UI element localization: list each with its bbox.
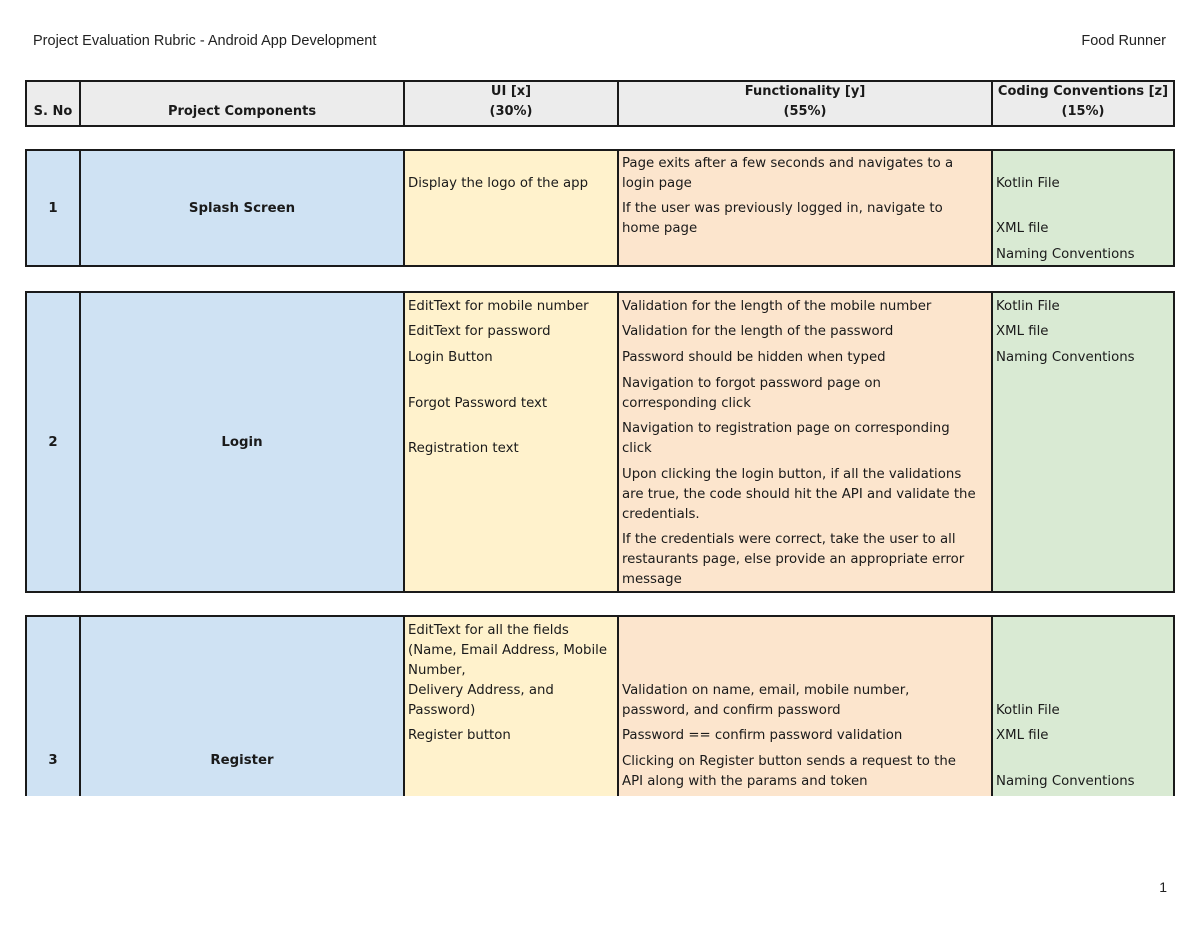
project-name: Food Runner: [1081, 33, 1166, 49]
document-title: Project Evaluation Rubric - Android App Development: [33, 33, 377, 49]
row-sno: 1: [27, 151, 79, 265]
row-functionality-criteria: Validation for the length of the mobile number Validation for the length of the password Password should be hidden when typed Navigation to forgot password page on corresponding click Navigation to registration page on corresponding click Upon clicking the login button, if all the validations are true, the code should hit the API and validate the credentials. If the credentials were correct, take the user to all restaurants page, else provide an appropriate error message: [619, 293, 991, 591]
table-header-row: [25, 80, 1175, 127]
header-coding-conventions: Coding Conventions [z] (15%): [997, 84, 1169, 119]
row-ui-criteria: EditText for all the fields (Name, Email Address, Mobile Number, Delivery Address, and Password) Register button: [405, 617, 617, 796]
table-row: [25, 149, 1175, 267]
header-sno: S. No: [33, 104, 73, 119]
row-sno: 3: [27, 617, 79, 796]
row-sno: 2: [27, 293, 79, 591]
table-row: [25, 615, 1175, 796]
row-functionality-criteria: Page exits after a few seconds and navigates to a login page If the user was previously logged in, navigate to home page: [619, 151, 991, 265]
page-number: 1: [1159, 879, 1167, 895]
header-functionality: Functionality [y] (55%): [744, 84, 866, 119]
row-component: Splash Screen: [81, 151, 403, 265]
row-ui-criteria: Display the logo of the app: [405, 151, 617, 265]
row-component: Register: [81, 617, 403, 796]
header-ui: UI [x] (30%): [489, 84, 533, 119]
row-component: Login: [81, 293, 403, 591]
table-row: [25, 291, 1175, 593]
row-coding-criteria: Kotlin File XML file Naming Conventions: [993, 617, 1173, 796]
row-coding-criteria: Kotlin File XML file Naming Conventions: [993, 151, 1173, 265]
row-functionality-criteria: Validation on name, email, mobile number, password, and confirm password Password == confirm password validation Clicking on Register button sends a request to the API along with the params and token: [619, 617, 991, 796]
row-ui-criteria: EditText for mobile number EditText for password Login Button Forgot Password text Registration text: [405, 293, 617, 591]
header-components: Project Components: [167, 104, 317, 119]
row-coding-criteria: Kotlin File XML file Naming Conventions: [993, 293, 1173, 591]
